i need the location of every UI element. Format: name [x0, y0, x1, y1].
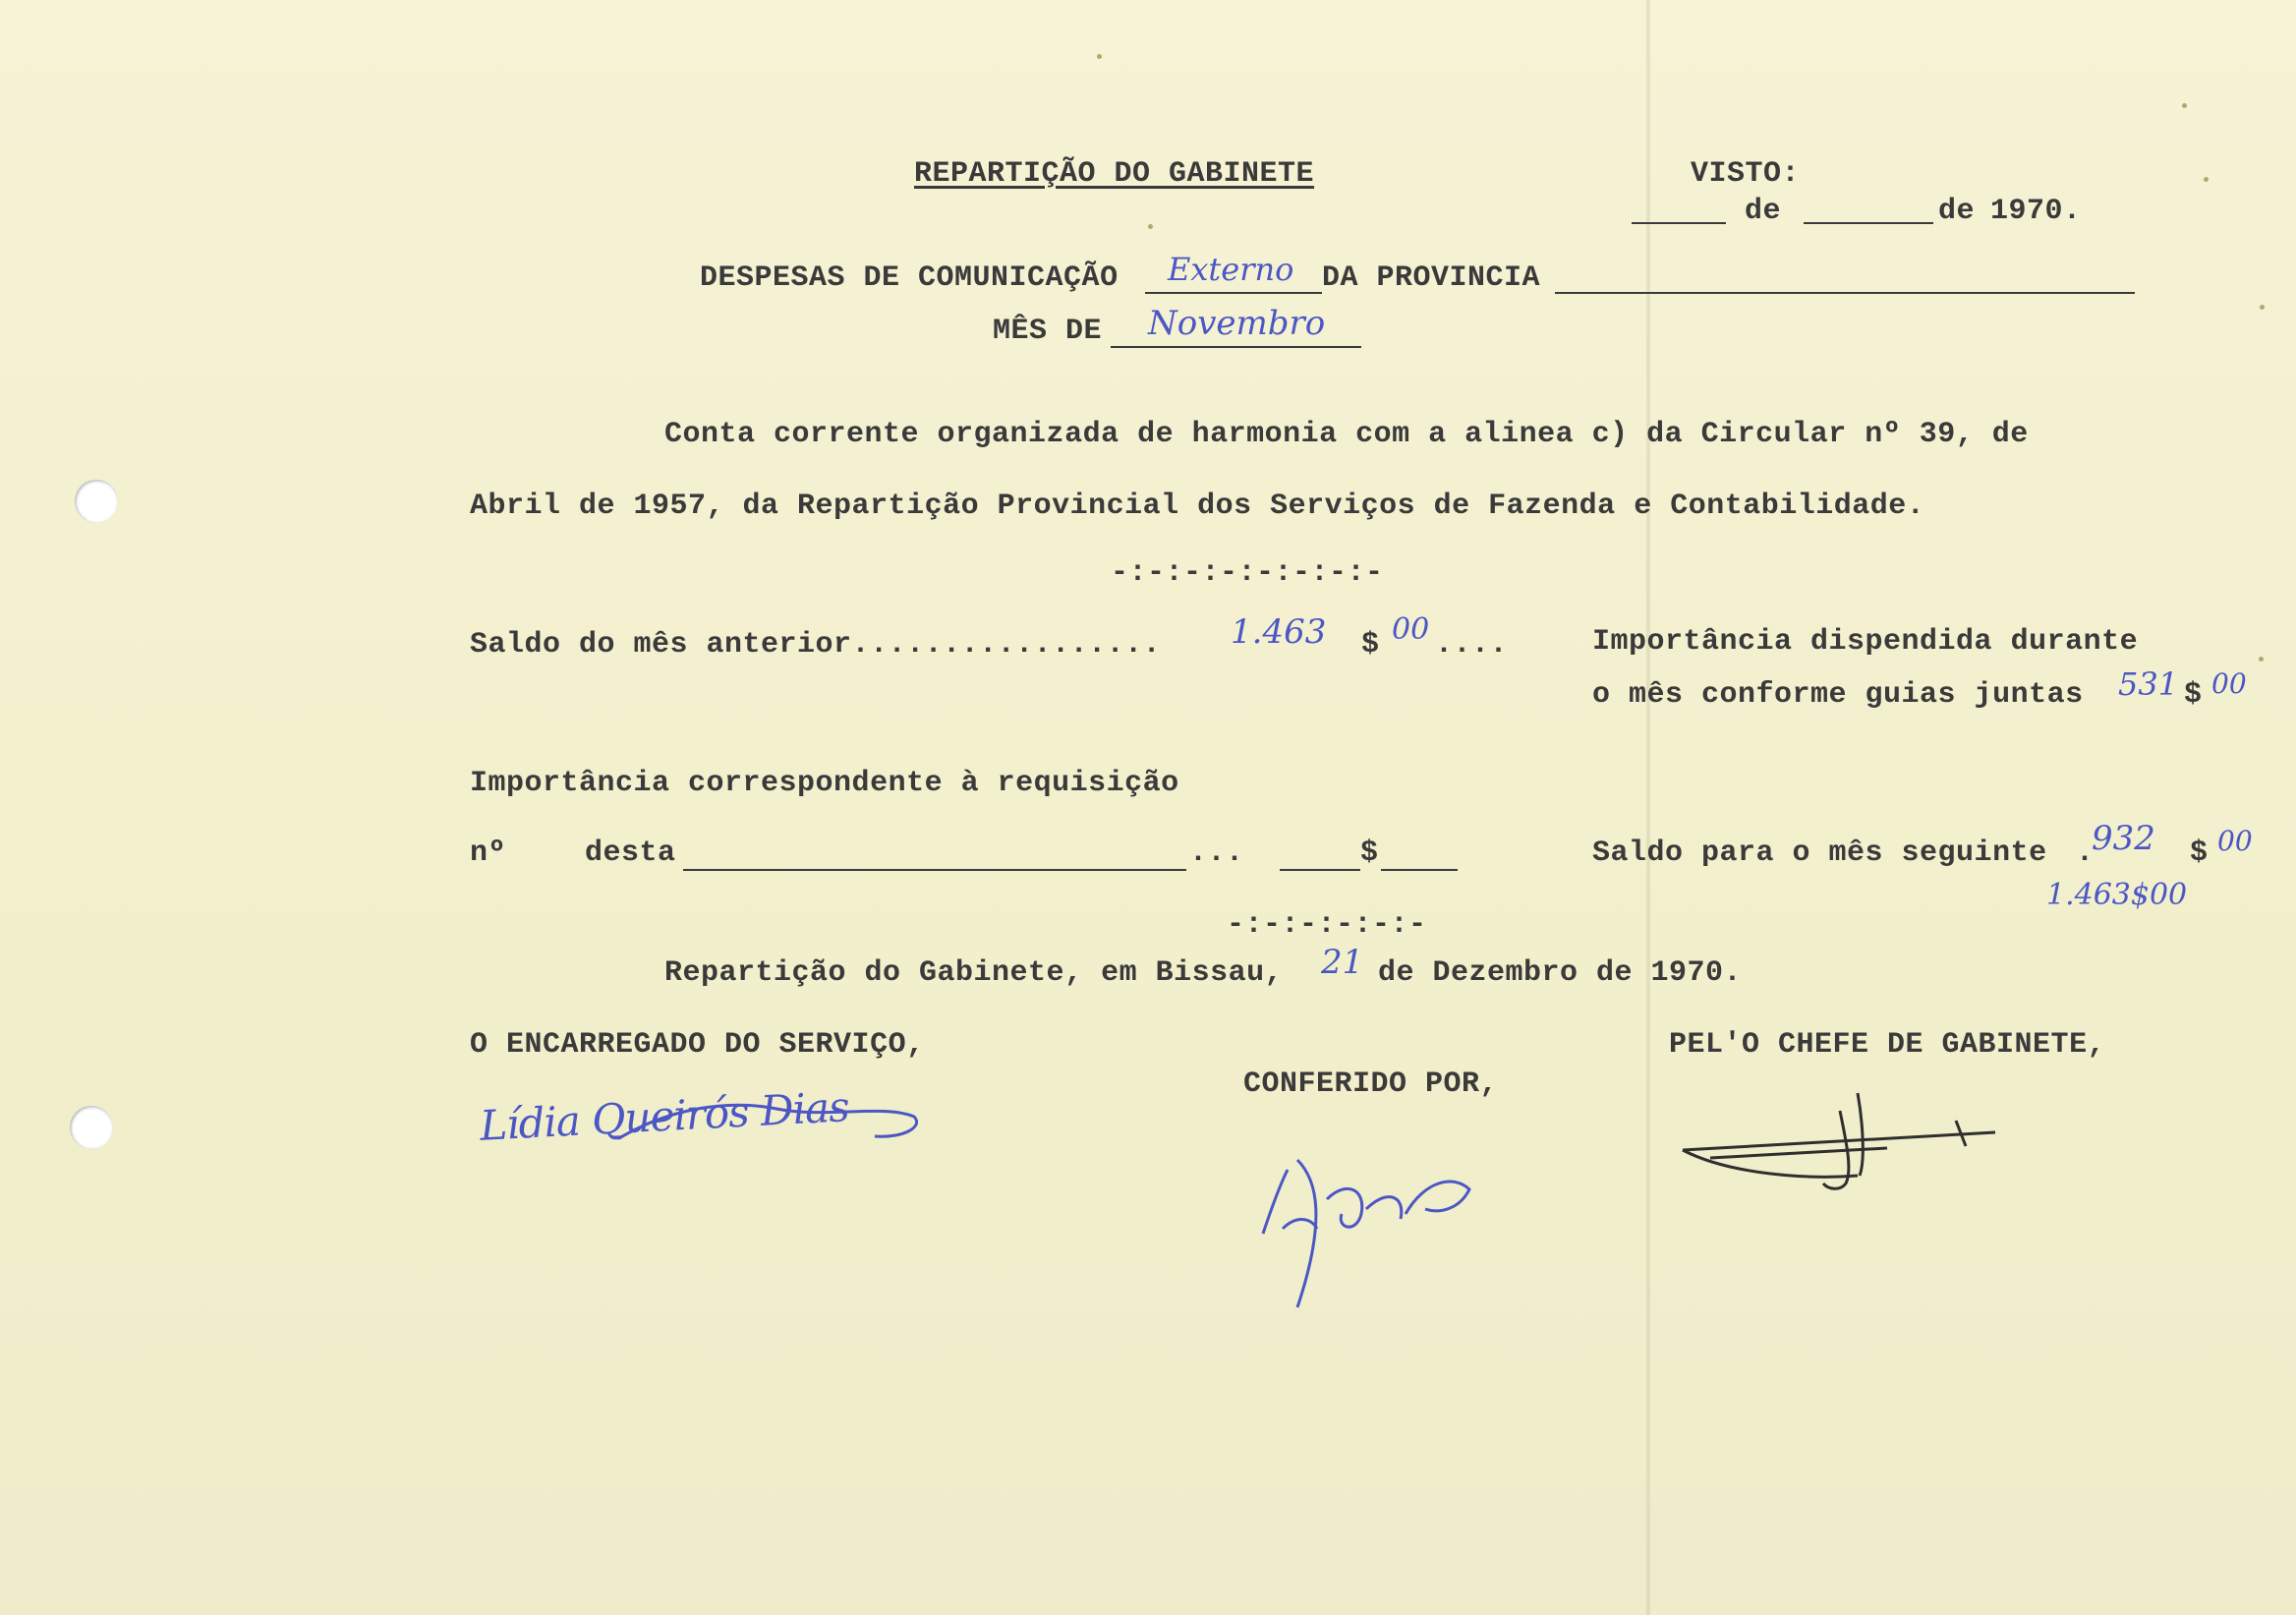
subject-prefix: DESPESAS DE COMUNICAÇÃO: [700, 261, 1119, 295]
paper-speck: [2204, 177, 2209, 182]
paper-speck: [2260, 305, 2265, 310]
month-handwritten: Novembro: [1148, 304, 1326, 343]
total-handwritten: 1.463$00: [2046, 878, 2188, 912]
subject-type-handwritten: Externo: [1168, 251, 1294, 288]
subject-suffix: DA PROVINCIA: [1322, 261, 1541, 295]
spent-amount: 531: [2118, 665, 2179, 703]
next-balance-cents: 00: [2217, 825, 2253, 857]
requisition-cents-blank: [1381, 869, 1458, 871]
spent-currency: $: [2184, 678, 2203, 712]
next-balance-dots: .: [2076, 836, 2095, 870]
visto-label: VISTO:: [1691, 157, 1801, 191]
next-balance-currency: $: [2190, 836, 2209, 870]
visto-de-1: de: [1745, 195, 1782, 228]
checked-by-label: CONFERIDO POR,: [1243, 1067, 1499, 1101]
next-balance-label: Saldo para o mês seguinte: [1592, 836, 2047, 870]
paper-speck: [1148, 224, 1153, 229]
signature-left: Lídia Queirós Dias: [478, 1082, 850, 1150]
responsible-label: O ENCARREGADO DO SERVIÇO,: [470, 1028, 925, 1062]
previous-balance-trailing: ....: [1435, 628, 1509, 662]
visto-de-2: de: [1938, 195, 1976, 228]
requisition-amount-blank: [1280, 869, 1360, 871]
separator-1: -:-:-:-:-:-:-:-: [1111, 556, 1384, 590]
separator-2: -:-:-:-:-:-: [1227, 908, 1427, 942]
previous-balance-cents: 00: [1392, 612, 1430, 647]
spent-cents: 00: [2211, 667, 2247, 700]
paper-speck: [1097, 54, 1102, 59]
requisition-currency: $: [1360, 836, 1379, 870]
intro-line-1: Conta corrente organizada de harmonia com a alinea c) da Circular nº 39, de: [664, 418, 2029, 451]
requisition-dots: ...: [1189, 836, 1244, 870]
visto-month-blank: [1804, 222, 1933, 224]
subject-type-blank: [1145, 292, 1322, 294]
visto-year: 1970.: [1990, 195, 2082, 228]
intro-line-2: Abril de 1957, da Repartição Provincial dos Serviços de Fazenda e Contabilidade.: [470, 490, 1925, 523]
previous-balance-label: Saldo do mês anterior.................: [470, 628, 1162, 662]
previous-balance-amount: 1.463: [1231, 612, 1327, 652]
next-balance-amount: 932: [2092, 819, 2155, 858]
province-blank: [1555, 292, 2135, 294]
requisition-desta: desta: [585, 836, 676, 870]
paper-speck: [2182, 103, 2187, 108]
requisition-blank: [683, 869, 1186, 871]
requisition-no: nº: [470, 836, 507, 870]
signature-right: [1671, 1081, 2005, 1199]
previous-balance-currency: $: [1361, 628, 1380, 662]
punch-hole-top: [75, 480, 118, 523]
visto-day-blank: [1632, 222, 1726, 224]
month-blank: [1111, 346, 1361, 348]
spent-label-line-2: o mês conforme guias juntas: [1592, 678, 2084, 712]
office-title: REPARTIÇÃO DO GABINETE: [914, 157, 1315, 191]
paper-speck: [2259, 657, 2264, 662]
signature-left-flourish: [609, 1079, 934, 1168]
closing-place: Repartição do Gabinete, em Bissau,: [664, 956, 1284, 990]
punch-hole-bottom: [70, 1106, 113, 1149]
chief-label: PEL'O CHEFE DE GABINETE,: [1669, 1028, 2106, 1062]
spent-label-line-1: Importância dispendida durante: [1592, 625, 2139, 659]
requisition-label: Importância correspondente à requisição: [470, 767, 1179, 800]
closing-day-handwritten: 21: [1321, 943, 1364, 982]
closing-date-suffix: de Dezembro de 1970.: [1378, 956, 1743, 990]
month-label: MÊS DE: [993, 315, 1103, 348]
paper-fold: [1646, 0, 1650, 1615]
